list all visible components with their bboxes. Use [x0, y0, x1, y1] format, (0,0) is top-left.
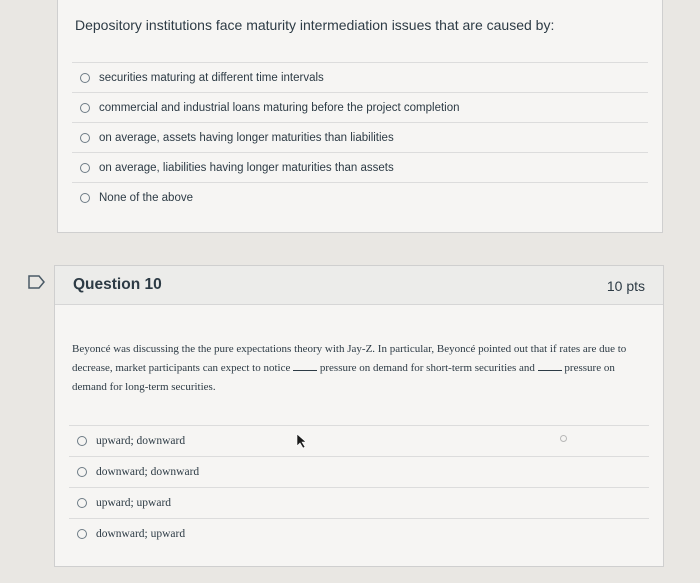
- answer-label: upward; upward: [96, 497, 172, 509]
- answer-option[interactable]: [72, 122, 648, 152]
- radio-button[interactable]: [77, 498, 87, 508]
- answer-label: downward; downward: [96, 466, 200, 478]
- radio-button[interactable]: [80, 103, 90, 113]
- answer-option[interactable]: [69, 487, 649, 518]
- question-10-answers: [69, 425, 649, 549]
- question-10-card: [54, 265, 664, 567]
- radio-button[interactable]: [77, 436, 87, 446]
- answer-label: on average, assets having longer maturities than liabilities: [99, 131, 394, 144]
- radio-button[interactable]: [77, 467, 87, 477]
- fill-blank: [293, 361, 317, 371]
- answer-label: on average, liabilities having longer maturities than assets: [99, 161, 394, 174]
- question-title: Question 10: [73, 276, 162, 293]
- faint-dot: [560, 435, 567, 442]
- radio-button[interactable]: [80, 193, 90, 203]
- answer-option[interactable]: [72, 182, 648, 212]
- question-10-prompt: [72, 340, 648, 397]
- fill-blank: [538, 361, 562, 371]
- mouse-pointer-icon: [296, 433, 308, 449]
- question-points: 10 pts: [606, 278, 645, 294]
- prompt-text: pressure on demand for long-term securities.: [72, 362, 615, 393]
- question-9-prompt: Depository institutions face maturity intermediation issues that are caused by:: [75, 17, 555, 33]
- answer-label: None of the above: [99, 191, 193, 204]
- answer-option[interactable]: [69, 456, 649, 487]
- radio-button[interactable]: [80, 163, 90, 173]
- prompt-text: pressure on demand for short-term securities and: [317, 362, 538, 374]
- answer-label: commercial and industrial loans maturing before the project completion: [99, 101, 460, 114]
- answer-option[interactable]: [69, 518, 649, 549]
- question-9-card: [57, 0, 663, 233]
- radio-button[interactable]: [77, 529, 87, 539]
- radio-button[interactable]: [80, 133, 90, 143]
- answer-option[interactable]: [72, 92, 648, 122]
- answer-option[interactable]: [72, 62, 648, 92]
- answer-label: securities maturing at different time intervals: [99, 71, 324, 84]
- question-header: [55, 266, 663, 305]
- flag-outline-icon[interactable]: [28, 275, 46, 289]
- question-9-answers: [72, 62, 648, 212]
- answer-label: upward; downward: [96, 435, 186, 447]
- answer-label: downward; upward: [96, 528, 186, 540]
- answer-option[interactable]: [72, 152, 648, 182]
- prompt-text: Beyoncé was discussing the the pure expectations theory with Jay-Z. In particular, Beyoncé pointed out that if rates are due to decrease, market participants can expect to notice: [72, 343, 627, 374]
- radio-button[interactable]: [80, 73, 90, 83]
